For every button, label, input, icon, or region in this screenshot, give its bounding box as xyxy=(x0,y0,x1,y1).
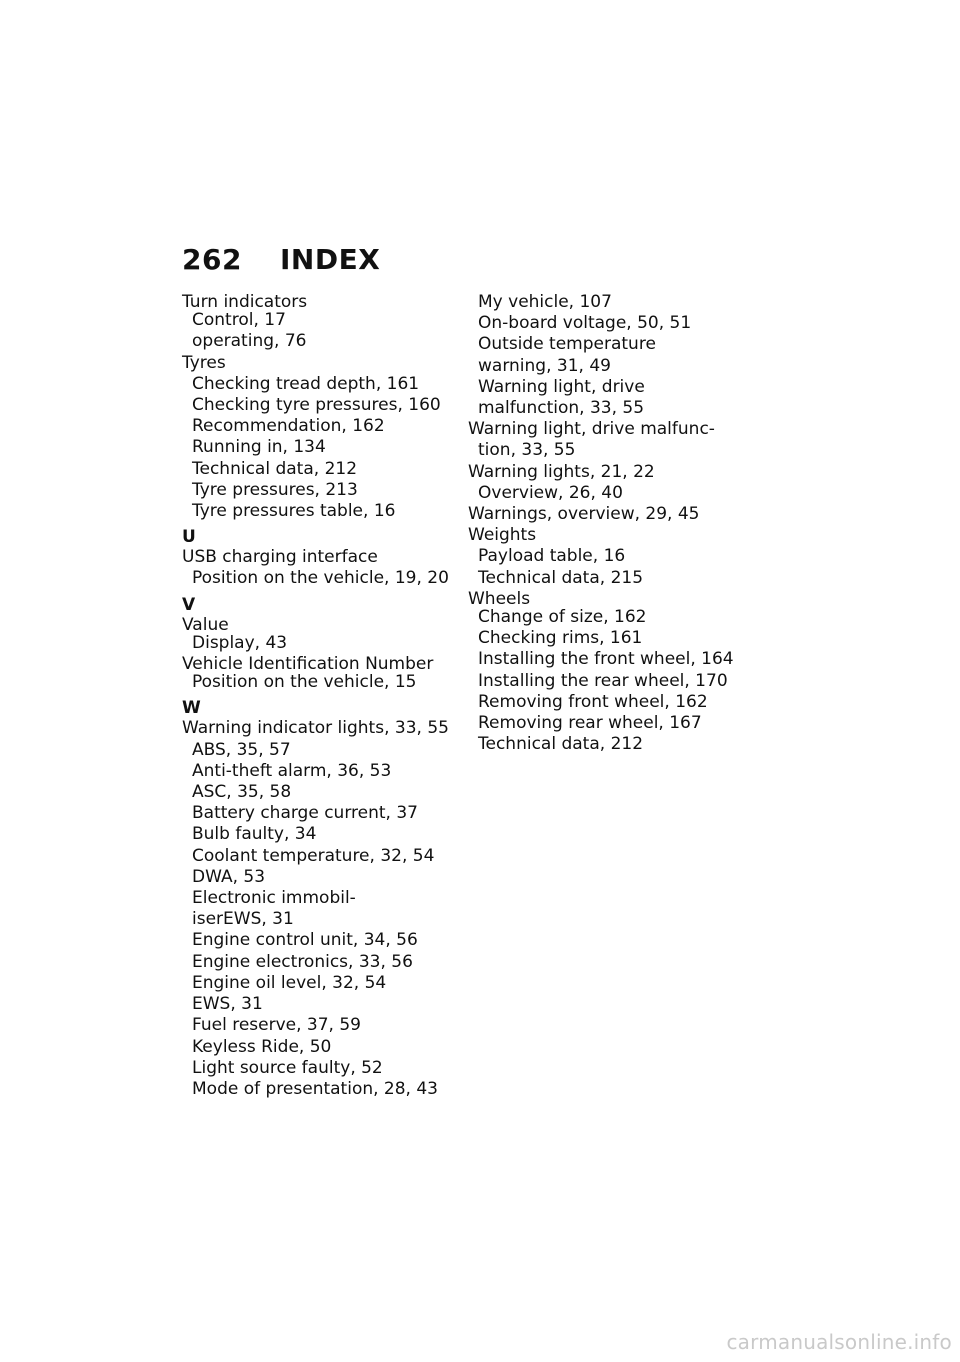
index-subentry: Technical data, 212 xyxy=(192,458,358,479)
index-subentry: Coolant temperature, 32, 54 xyxy=(192,845,435,866)
index-entry: Warning indicator lights, 33, 55 xyxy=(182,718,449,739)
index-subentry: Engine control unit, 34, 56 xyxy=(192,930,418,951)
index-subentry: Battery charge current, 37 xyxy=(192,803,418,824)
index-subentry: Overview, 26, 40 xyxy=(478,482,623,503)
index-subentry: Bulb faulty, 34 xyxy=(192,824,317,845)
index-subentry: warning, 31, 49 xyxy=(478,355,611,376)
index-entry: Wheels xyxy=(468,588,531,609)
index-subentry: DWA, 53 xyxy=(192,866,266,887)
index-subentry: Warning light, drive xyxy=(478,376,645,397)
index-subentry: Engine oil level, 32, 54 xyxy=(192,972,387,993)
index-section-letter: U xyxy=(182,527,196,548)
index-subentry: Control, 17 xyxy=(192,310,286,331)
index-subentry: Payload table, 16 xyxy=(478,546,626,567)
index-subentry: My vehicle, 107 xyxy=(478,292,612,312)
index-subentry: Anti-theft alarm, 36, 53 xyxy=(192,760,392,781)
index-subentry: iserEWS, 31 xyxy=(192,909,294,930)
index-subentry: Installing the front wheel, 164 xyxy=(478,649,734,670)
index-subentry: Tyre pressures table, 16 xyxy=(192,501,396,522)
index-column-right xyxy=(468,292,748,755)
index-subentry: Recommendation, 162 xyxy=(192,416,385,437)
index-entry: Value xyxy=(182,614,229,635)
watermark: carmanualsonline.info xyxy=(726,1330,952,1354)
index-subentry: operating, 76 xyxy=(192,331,307,352)
index-subentry: tion, 33, 55 xyxy=(478,440,576,461)
page-number: 262 xyxy=(182,243,242,276)
index-subentry: ABS, 35, 57 xyxy=(192,739,291,760)
index-entry: Warnings, overview, 29, 45 xyxy=(468,504,700,525)
index-subentry: EWS, 31 xyxy=(192,994,263,1015)
index-subentry: Installing the rear wheel, 170 xyxy=(478,670,728,691)
index-entry: USB charging interface xyxy=(182,547,378,568)
index-subentry: Fuel reserve, 37, 59 xyxy=(192,1015,361,1036)
index-subentry: Outside temperature xyxy=(478,334,656,355)
index-subentry: malfunction, 33, 55 xyxy=(478,398,645,419)
index-subentry: Change of size, 162 xyxy=(478,607,647,628)
index-subentry: Engine electronics, 33, 56 xyxy=(192,951,413,972)
index-subentry: Checking tyre pressures, 160 xyxy=(192,395,441,416)
index-entry: Warning lights, 21, 22 xyxy=(468,461,655,482)
index-subentry: Running in, 134 xyxy=(192,437,326,458)
index-subentry: On-board voltage, 50, 51 xyxy=(478,313,692,334)
index-entry: Vehicle Identification Number xyxy=(182,654,434,675)
index-column-left xyxy=(182,292,457,1100)
index-section-letter: W xyxy=(182,698,201,719)
index-subentry: Light source faulty, 52 xyxy=(192,1057,383,1078)
index-section-letter: V xyxy=(182,594,196,615)
index-subentry: Mode of presentation, 28, 43 xyxy=(192,1078,438,1099)
index-subentry: Technical data, 212 xyxy=(478,734,644,755)
index-subentry: Electronic immobil- xyxy=(192,888,356,909)
index-subentry: Checking rims, 161 xyxy=(478,628,643,649)
page-title: INDEX xyxy=(280,243,381,276)
page-header xyxy=(182,243,380,276)
index-subentry: Position on the vehicle, 15 xyxy=(192,672,417,693)
index-subentry: Tyre pressures, 213 xyxy=(192,479,358,500)
index-entry: Turn indicators xyxy=(182,292,308,312)
index-entry: Warning light, drive malfunc- xyxy=(468,419,715,440)
index-subentry: Display, 43 xyxy=(192,632,288,653)
index-subentry: Keyless Ride, 50 xyxy=(192,1036,332,1057)
index-subentry: Checking tread depth, 161 xyxy=(192,373,420,394)
index-subentry: Technical data, 215 xyxy=(478,567,644,588)
index-subentry: Removing front wheel, 162 xyxy=(478,691,708,712)
index-entry: Weights xyxy=(468,525,537,546)
index-entry: Tyres xyxy=(182,352,226,373)
index-subentry: ASC, 35, 58 xyxy=(192,782,292,803)
index-subentry: Position on the vehicle, 19, 20 xyxy=(192,568,449,589)
index-subentry: Removing rear wheel, 167 xyxy=(478,713,702,734)
